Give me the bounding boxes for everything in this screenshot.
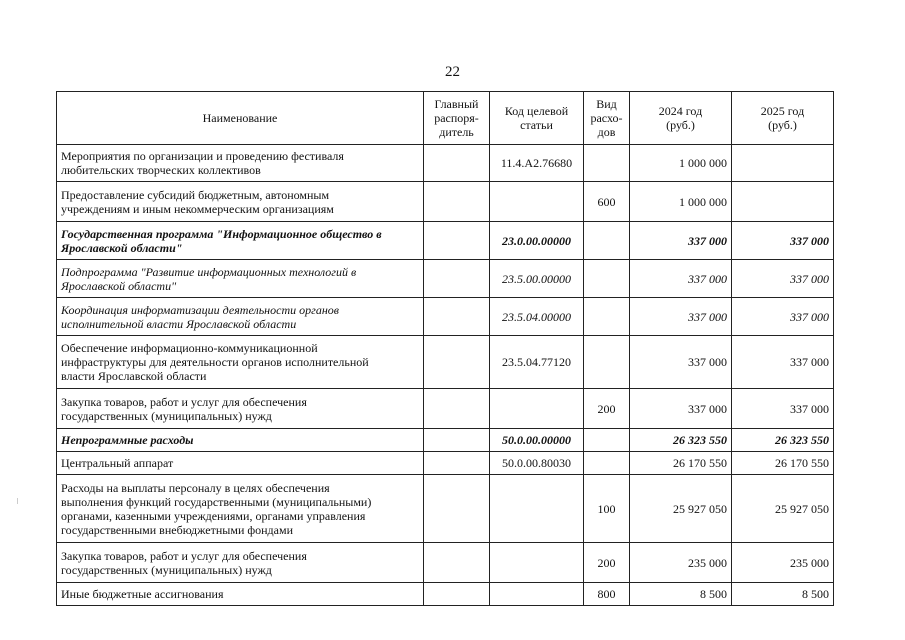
cell-type	[584, 298, 630, 336]
cell-name: Обеспечение информационно-коммуникационной инфраструктуры для деятельности органов исполнительной власти Ярославской области	[57, 336, 424, 389]
cell-manager	[424, 222, 490, 260]
cell-2025	[732, 182, 834, 222]
cell-code	[490, 182, 584, 222]
cell-type: 600	[584, 182, 630, 222]
cell-2025: 337 000	[732, 298, 834, 336]
cell-code	[490, 583, 584, 606]
cell-manager	[424, 336, 490, 389]
cell-code	[490, 389, 584, 429]
header-code: Код целевой статьи	[490, 92, 584, 145]
cell-2025: 337 000	[732, 336, 834, 389]
cell-manager	[424, 389, 490, 429]
cell-manager	[424, 145, 490, 182]
cell-manager	[424, 452, 490, 475]
margin-mark	[17, 498, 18, 504]
cell-2024: 8 500	[630, 583, 732, 606]
cell-name: Мероприятия по организации и проведению фестиваля любительских творческих коллективов	[57, 145, 424, 182]
cell-name: Координация информатизации деятельности органов исполнительной власти Ярославской области	[57, 298, 424, 336]
cell-type: 200	[584, 389, 630, 429]
cell-type	[584, 336, 630, 389]
cell-2024: 337 000	[630, 222, 732, 260]
header-2025: 2025 год (руб.)	[732, 92, 834, 145]
table-row	[57, 389, 834, 429]
cell-name: Центральный аппарат	[57, 452, 424, 475]
cell-manager	[424, 475, 490, 543]
cell-manager	[424, 298, 490, 336]
cell-manager	[424, 543, 490, 583]
cell-2025: 337 000	[732, 389, 834, 429]
cell-name: Государственная программа "Информационное общество в Ярославской области"	[57, 222, 424, 260]
cell-type	[584, 222, 630, 260]
cell-2024: 1 000 000	[630, 145, 732, 182]
header-manager: Главный распоря- дитель	[424, 92, 490, 145]
cell-2024: 337 000	[630, 389, 732, 429]
cell-type	[584, 260, 630, 298]
cell-code: 23.5.04.77120	[490, 336, 584, 389]
header-2024: 2024 год (руб.)	[630, 92, 732, 145]
table-row	[57, 182, 834, 222]
cell-code: 50.0.00.80030	[490, 452, 584, 475]
cell-name: Иные бюджетные ассигнования	[57, 583, 424, 606]
header-name: Наименование	[57, 92, 424, 145]
cell-type: 100	[584, 475, 630, 543]
cell-name: Предоставление субсидий бюджетным, автономным учреждениям и иным некоммерческим организациям	[57, 182, 424, 222]
cell-2024: 235 000	[630, 543, 732, 583]
table-row	[57, 475, 834, 543]
cell-2024: 26 323 550	[630, 429, 732, 452]
cell-code: 23.5.04.00000	[490, 298, 584, 336]
cell-code: 50.0.00.00000	[490, 429, 584, 452]
table-row	[57, 543, 834, 583]
cell-name: Закупка товаров, работ и услуг для обеспечения государственных (муниципальных) нужд	[57, 543, 424, 583]
cell-manager	[424, 260, 490, 298]
header-type: Вид расхо- дов	[584, 92, 630, 145]
cell-2025: 337 000	[732, 260, 834, 298]
cell-name: Расходы на выплаты персоналу в целях обеспечения выполнения функций государственными (муниципальными) органами, казенными учреждениями, органами управления государственными внебюджетными фондами	[57, 475, 424, 543]
cell-code: 23.0.00.00000	[490, 222, 584, 260]
table-row	[57, 583, 834, 606]
cell-code: 23.5.00.00000	[490, 260, 584, 298]
cell-name: Непрограммные расходы	[57, 429, 424, 452]
cell-manager	[424, 429, 490, 452]
page-number: 22	[445, 64, 460, 80]
cell-2025	[732, 145, 834, 182]
cell-name: Закупка товаров, работ и услуг для обеспечения государственных (муниципальных) нужд	[57, 389, 424, 429]
cell-2024: 26 170 550	[630, 452, 732, 475]
cell-2025: 235 000	[732, 543, 834, 583]
cell-type: 200	[584, 543, 630, 583]
cell-type: 800	[584, 583, 630, 606]
cell-2024: 337 000	[630, 298, 732, 336]
cell-2024: 337 000	[630, 336, 732, 389]
cell-2024: 337 000	[630, 260, 732, 298]
cell-manager	[424, 182, 490, 222]
table-row	[57, 145, 834, 182]
cell-2024: 25 927 050	[630, 475, 732, 543]
table-row	[57, 429, 834, 452]
cell-type	[584, 429, 630, 452]
header-row	[57, 92, 834, 145]
table-row	[57, 298, 834, 336]
cell-2025: 26 323 550	[732, 429, 834, 452]
table-row	[57, 222, 834, 260]
cell-2025: 26 170 550	[732, 452, 834, 475]
cell-2025: 8 500	[732, 583, 834, 606]
cell-type	[584, 452, 630, 475]
cell-2025: 337 000	[732, 222, 834, 260]
budget-table	[56, 91, 834, 606]
cell-type	[584, 145, 630, 182]
cell-2025: 25 927 050	[732, 475, 834, 543]
cell-2024: 1 000 000	[630, 182, 732, 222]
cell-name: Подпрограмма "Развитие информационных технологий в Ярославской области"	[57, 260, 424, 298]
table-row	[57, 260, 834, 298]
cell-code	[490, 543, 584, 583]
table-row	[57, 452, 834, 475]
table-row	[57, 336, 834, 389]
cell-code: 11.4.А2.76680	[490, 145, 584, 182]
cell-code	[490, 475, 584, 543]
cell-manager	[424, 583, 490, 606]
